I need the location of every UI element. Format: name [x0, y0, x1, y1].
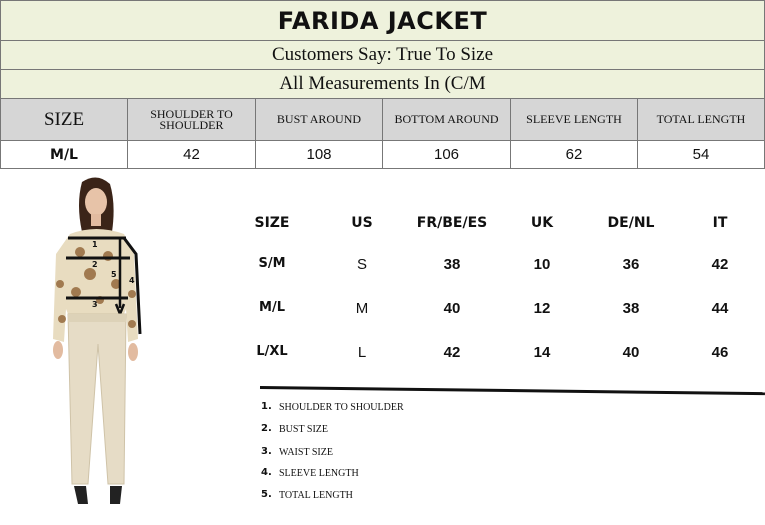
legend-label: TOTAL LENGTH [279, 490, 353, 501]
shoulder-value: 42 [128, 141, 256, 169]
table-row [238, 300, 765, 324]
table-row [238, 256, 765, 280]
conversion-us: L [357, 344, 367, 361]
marker-1: 1 [92, 240, 98, 249]
conversion-uk: 14 [533, 344, 551, 361]
conversion-header-size: SIZE [254, 215, 290, 231]
conversion-de: 40 [622, 344, 640, 361]
legend-label: BUST SIZE [279, 424, 328, 435]
column-header-shoulder: SHOULDER TO SHOULDER [128, 99, 256, 141]
conversion-header-uk: UK [530, 215, 554, 231]
column-header-bust: BUST AROUND [256, 99, 383, 141]
measurements-header-row [1, 99, 765, 141]
legend-number: 5. [261, 489, 272, 500]
conversion-size: L/XL [256, 344, 288, 359]
unit-note: All Measurements In (C/M [0, 69, 765, 99]
model-figure [40, 174, 155, 522]
conversion-size: S/M [258, 256, 286, 271]
marker-4: 4 [129, 276, 135, 285]
conversion-header-row [238, 215, 765, 239]
legend-number: 1. [261, 401, 272, 412]
legend-label: SLEEVE LENGTH [279, 468, 359, 479]
column-header-sleeve: SLEEVE LENGTH [511, 99, 638, 141]
measurements-table [0, 98, 765, 169]
conversion-fr: 40 [443, 300, 461, 317]
conversion-fr: 42 [443, 344, 461, 361]
conversion-de: 36 [622, 256, 640, 273]
page-title: FARIDA JACKET [0, 0, 765, 41]
section-divider [260, 386, 765, 395]
conversion-it: 46 [711, 344, 729, 361]
conversion-size: M/L [259, 300, 285, 315]
legend-number: 4. [261, 467, 272, 478]
column-header-size: SIZE [1, 99, 128, 141]
conversion-header-us: US [351, 215, 373, 231]
marker-2: 2 [92, 260, 98, 269]
conversion-us: M [355, 300, 369, 317]
conversion-it: 42 [711, 256, 729, 273]
fit-note: Customers Say: True To Size [0, 40, 765, 70]
legend-label: WAIST SIZE [279, 447, 333, 458]
bottom-value: 106 [383, 141, 511, 169]
total-length-value: 54 [638, 141, 765, 169]
conversion-header-fr: FR/BE/ES [416, 215, 488, 231]
marker-3: 3 [92, 300, 98, 309]
conversion-fr: 38 [443, 256, 461, 273]
conversion-us: S [356, 256, 367, 273]
conversion-de: 38 [622, 300, 640, 317]
size-cell: M/L [1, 141, 128, 169]
legend-number: 3. [261, 446, 272, 457]
column-header-bottom: BOTTOM AROUND [383, 99, 511, 141]
bust-value: 108 [256, 141, 383, 169]
conversion-it: 44 [711, 300, 729, 317]
legend-label: SHOULDER TO SHOULDER [279, 402, 404, 413]
conversion-header-de: DE/NL [607, 215, 655, 231]
conversion-header-it: IT [712, 215, 728, 231]
sleeve-value: 62 [511, 141, 638, 169]
conversion-uk: 10 [533, 256, 551, 273]
table-row [238, 344, 765, 368]
conversion-uk: 12 [533, 300, 551, 317]
table-row [1, 141, 765, 169]
column-header-total-length: TOTAL LENGTH [638, 99, 765, 141]
legend-number: 2. [261, 423, 272, 434]
marker-5: 5 [111, 270, 117, 279]
model-illustration [40, 174, 155, 522]
